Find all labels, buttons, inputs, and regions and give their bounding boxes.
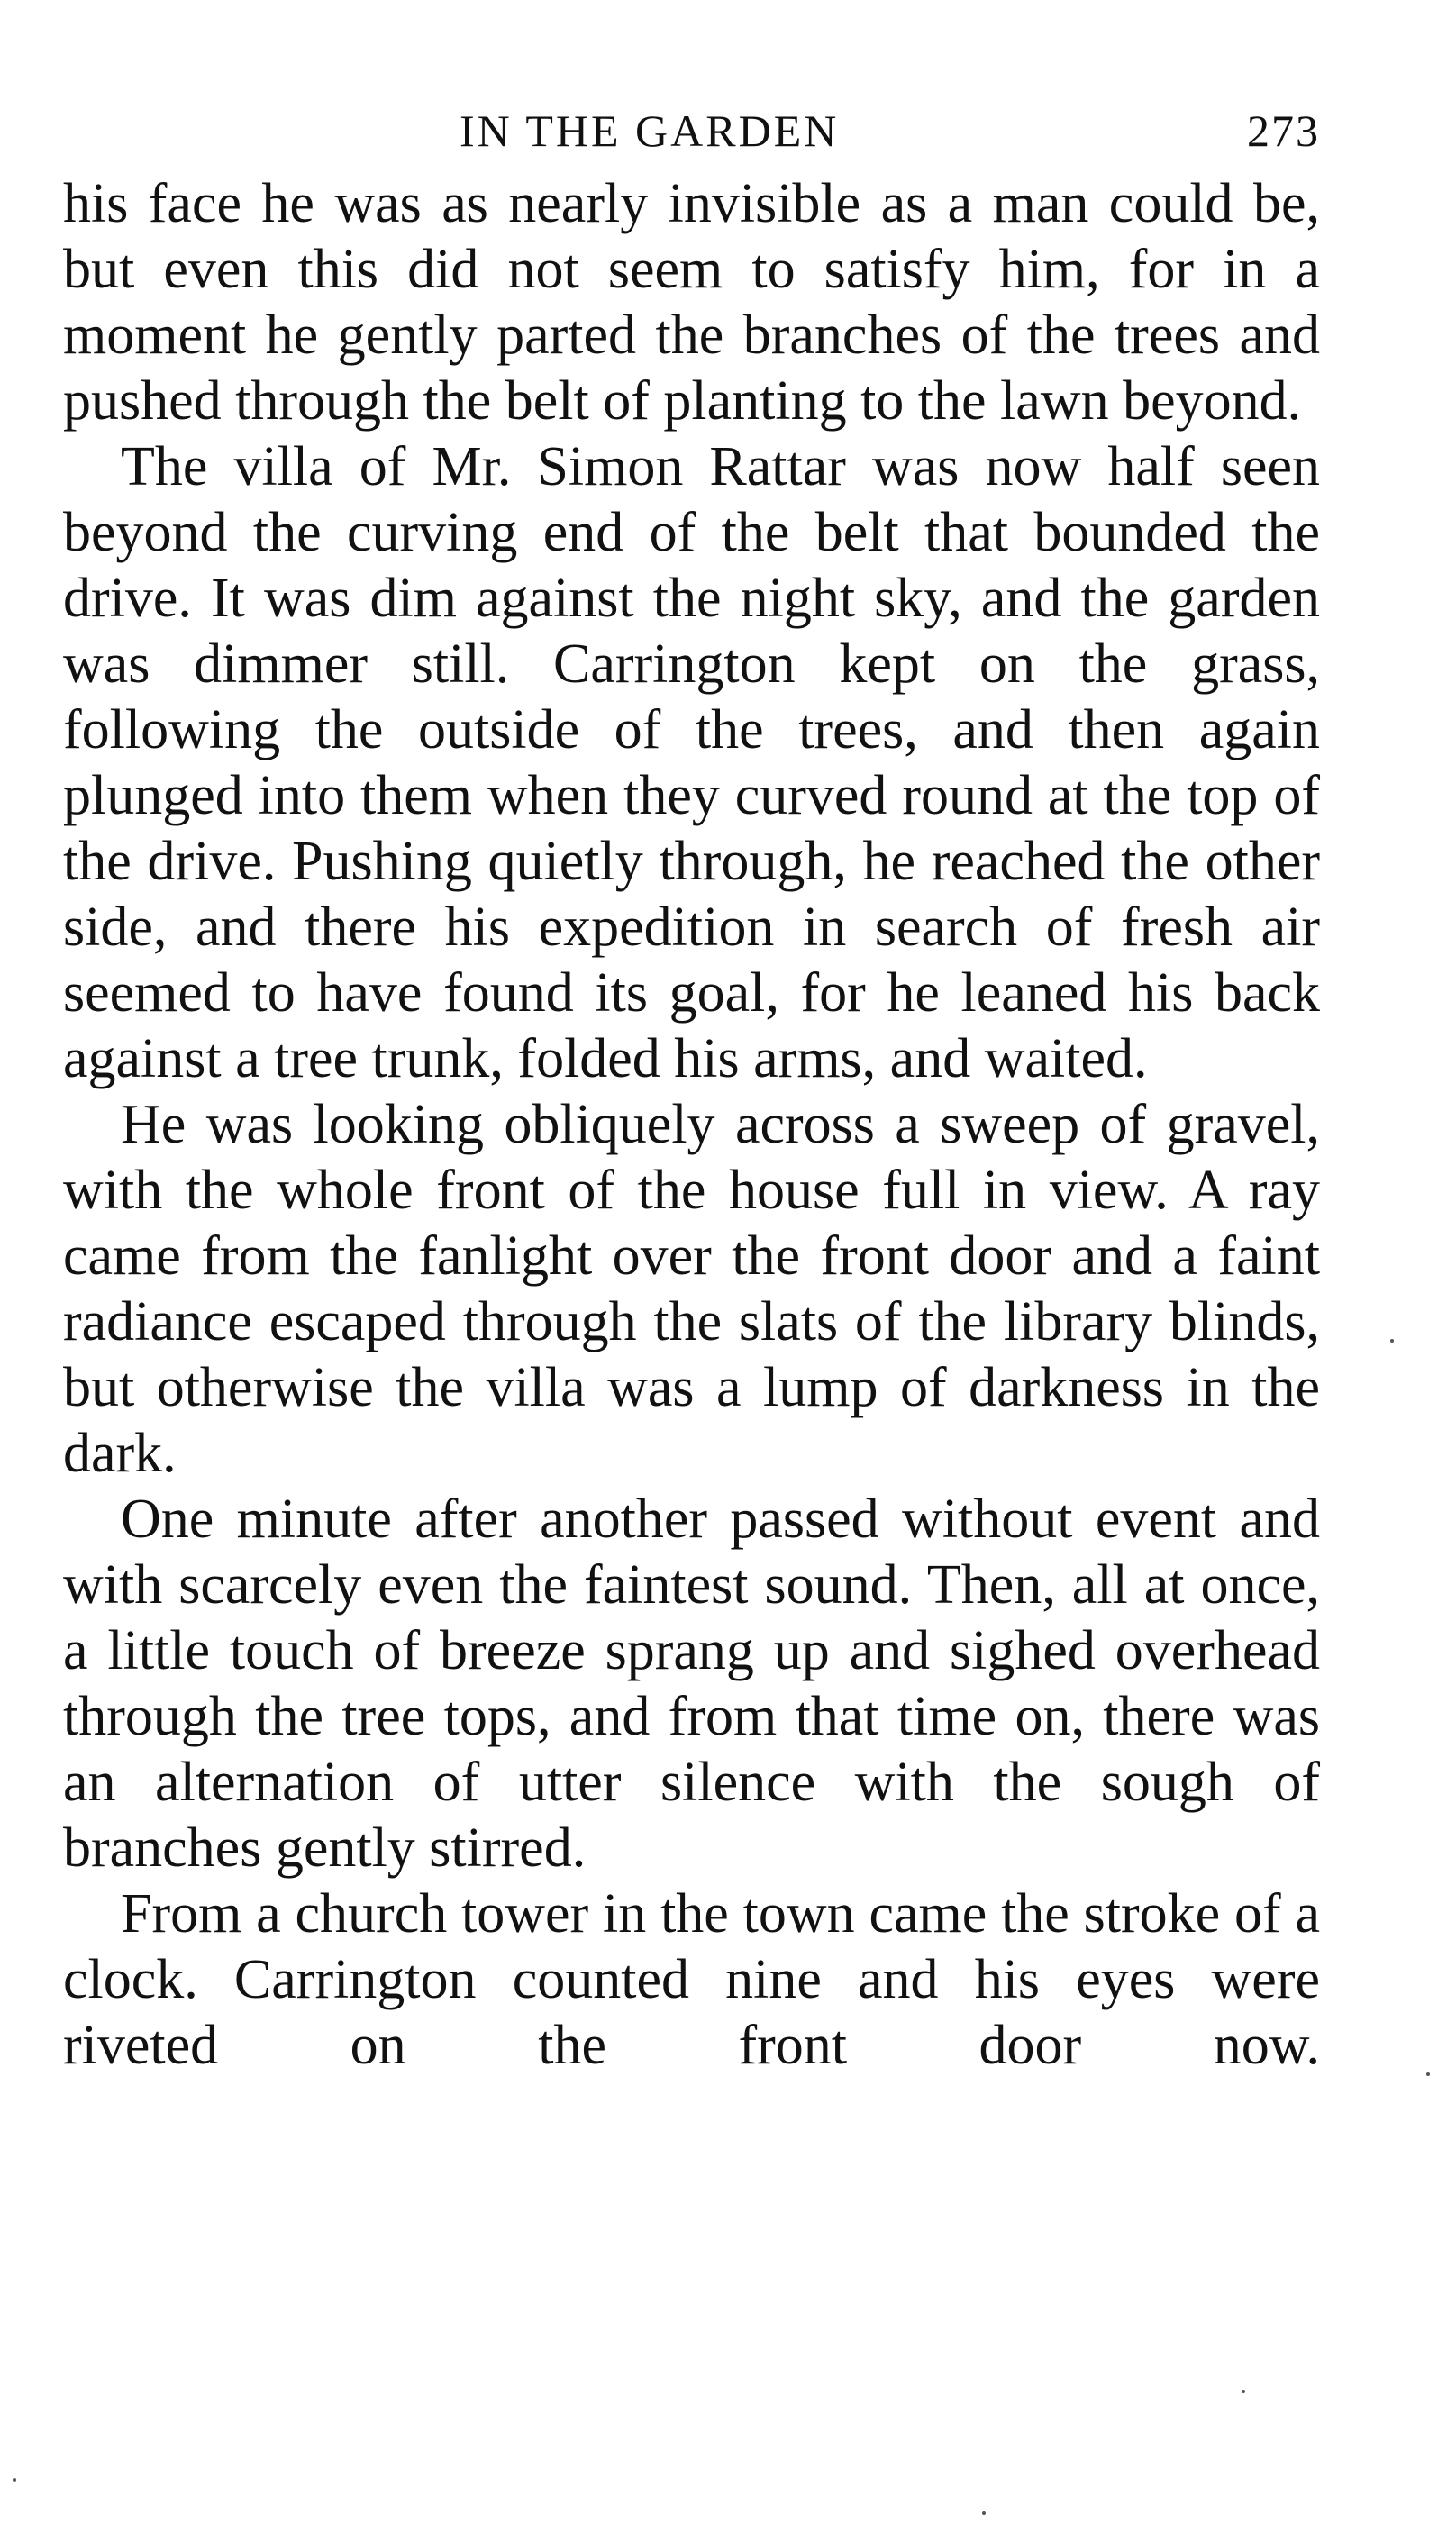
paper-speck <box>982 2511 986 2515</box>
paragraph-2: The villa of Mr. Simon Rattar was now half seen beyond the curving end of the belt that bounded the drive. It was dim against the night sky, and the garden was dimmer still. Carrington kept on the grass, following the outside of the trees, and then again plunged into them when they curved round at the top of the drive. Pushing quietly through, he reached the other side, and there his expedition in search of fresh air seemed to have found its goal, for he leaned his back against a tree trunk, folded his arms, and waited. <box>63 436 1320 1089</box>
page-number: 273 <box>1247 105 1320 156</box>
paper-speck <box>1390 1339 1394 1343</box>
paper-speck <box>1426 2072 1430 2076</box>
paragraph-1: his face he was as nearly invisible as a man could be, but even this did not seem to satisfy him, for in a moment he gently parted the branches of the trees and pushed through the belt of planting to the lawn beyond. <box>63 173 1320 432</box>
paragraph-3: He was looking obliquely across a sweep of gravel, with the whole front of the house full in view. A ray came from the fanlight over the front door and a faint radiance escaped through the slats of the library blinds, but otherwise the villa was a lump of darkness in the dark. <box>63 1094 1320 1484</box>
body-text <box>63 171 1320 2079</box>
book-page <box>63 90 1320 2079</box>
paragraph-4: One minute after another passed without event and with scarcely even the faintest sound. Then, all at once, a little touch of breeze sprang up and sighed overhead through the tree tops, and from that time on, there was an alternation of utter silence with the sough of branches gently stirred. <box>63 1489 1320 1879</box>
running-head <box>63 90 1320 171</box>
paper-speck <box>1242 2390 1245 2393</box>
running-head-title: IN THE GARDEN <box>460 105 840 156</box>
paper-speck <box>13 2478 16 2482</box>
paragraph-5: From a church tower in the town came the stroke of a clock. Carrington counted nine and his eyes were riveted on the front door now. <box>63 1883 1320 2076</box>
